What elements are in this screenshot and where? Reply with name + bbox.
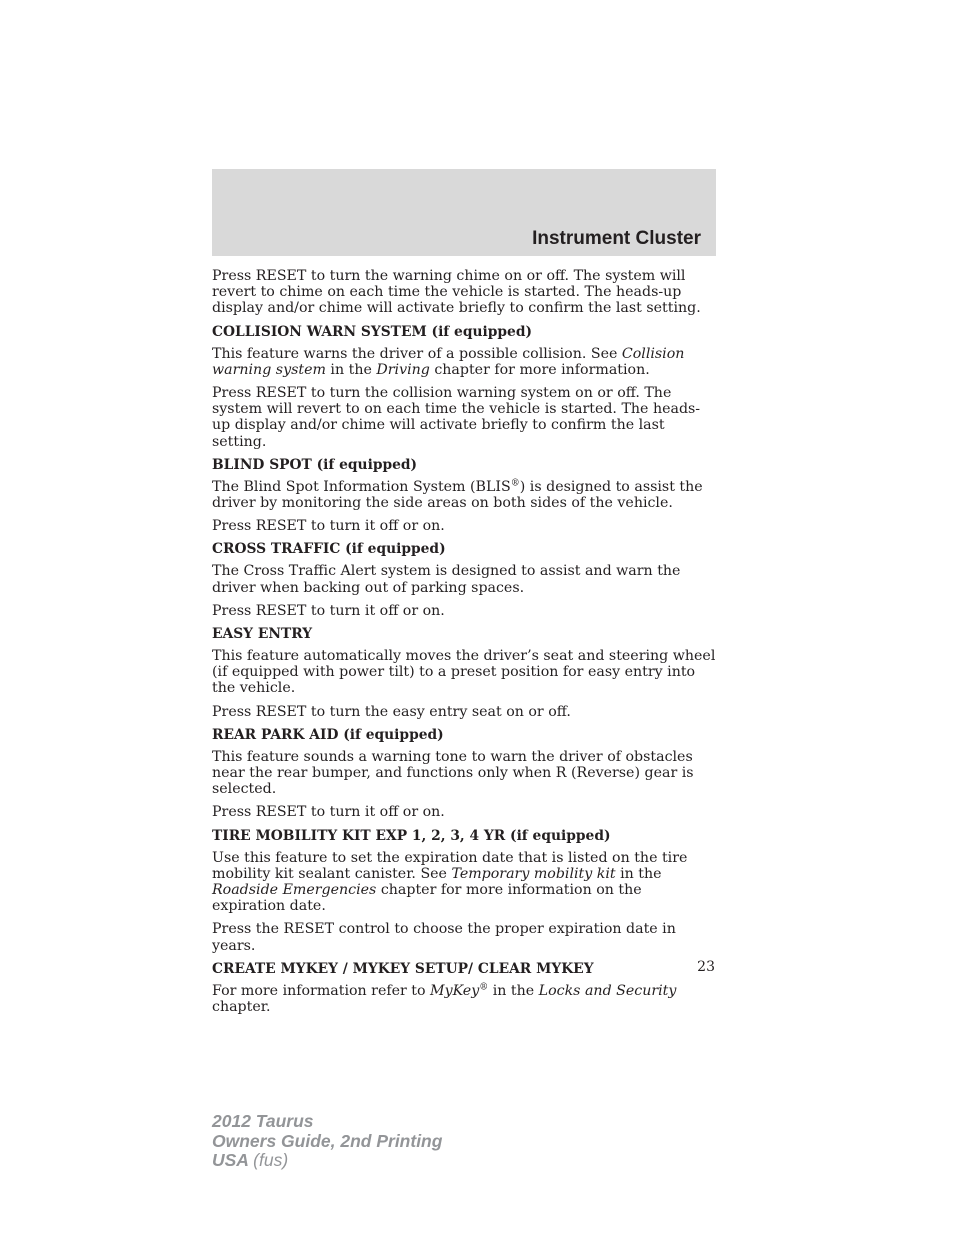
locks-chapter-ref: Locks and Security: [538, 982, 677, 999]
collision-paragraph-2: Press RESET to turn the collision warning system on or off. The system will revert to on each time the vehicle is started. The heads-up display and/or chime will activate briefly to confirm the last setting.: [212, 385, 701, 450]
header-band: [212, 169, 716, 256]
rear-park-paragraph-1: This feature sounds a warning tone to warn the driver of obstacles near the rear bumper, and functions only when R (Reverse) gear is selected.: [212, 748, 694, 798]
roadside-chapter-ref: Roadside Emergencies: [212, 882, 377, 899]
mykey-paragraph: For more information refer to MyKey® in the Locks and Security chapter.: [212, 982, 677, 1016]
mobility-kit-ref: Temporary mobility kit: [451, 865, 616, 882]
collision-heading: COLLISION WARN SYSTEM (if equipped): [212, 323, 532, 340]
tire-kit-heading: TIRE MOBILITY KIT EXP 1, 2, 3, 4 YR (if equipped): [212, 827, 611, 844]
cross-traffic-heading: CROSS TRAFFIC (if equipped): [212, 541, 446, 558]
footer-guide: Owners Guide, 2nd Printing: [212, 1130, 443, 1151]
rear-park-paragraph-2: Press RESET to turn it off or on.: [212, 804, 445, 821]
blind-spot-paragraph-1: The Blind Spot Information System (BLIS®) is designed to assist the driver by monitoring the side areas on both sides of the vehicle.: [212, 478, 703, 512]
cross-traffic-paragraph-2: Press RESET to turn it off or on.: [212, 602, 445, 619]
page-number: 23: [697, 959, 715, 975]
easy-entry-paragraph-2: Press RESET to turn the easy entry seat on or off.: [212, 703, 571, 720]
collision-link: Collision warning system: [212, 345, 685, 378]
blind-spot-paragraph-2: Press RESET to turn it off or on.: [212, 518, 445, 535]
mykey-heading: CREATE MYKEY / MYKEY SETUP/ CLEAR MYKEY: [212, 960, 594, 977]
footer: [212, 1112, 442, 1171]
tire-kit-paragraph-2: Press the RESET control to choose the proper expiration date in years.: [212, 921, 676, 954]
easy-entry-heading: EASY ENTRY: [212, 626, 313, 643]
easy-entry-paragraph-1: This feature automatically moves the driver’s seat and steering wheel (if equipped with power tilt) to a preset position for easy entry into the vehicle.: [212, 648, 716, 697]
rear-park-heading: REAR PARK AID (if equipped): [212, 726, 444, 743]
blind-spot-heading: BLIND SPOT (if equipped): [212, 456, 418, 473]
cross-traffic-paragraph-1: The Cross Traffic Alert system is designed to assist and warn the driver when backing out of parking spaces.: [212, 563, 681, 596]
driving-chapter-ref: Driving: [376, 361, 430, 378]
section-title: Instrument Cluster: [532, 228, 701, 249]
collision-paragraph-1: This feature warns the driver of a possible collision. See Collision warning system in the Driving chapter for more information.: [212, 345, 685, 378]
mykey-ref: MyKey: [430, 982, 480, 999]
page-content: [212, 268, 718, 1022]
intro-paragraph: Press RESET to turn the warning chime on or off. The system will revert to chime on each time the vehicle is started. The heads-up display and/or chime will activate briefly to confirm the last setting.: [212, 268, 701, 317]
footer-region: USA (fus): [212, 1150, 289, 1170]
footer-model: 2012 Taurus: [212, 1111, 314, 1131]
tire-kit-paragraph-1: Use this feature to set the expiration date that is listed on the tire mobility kit sealant canister. See Temporary mobility kit in the Roadside Emergencies chapter for more information on the expiration date.: [212, 849, 688, 915]
